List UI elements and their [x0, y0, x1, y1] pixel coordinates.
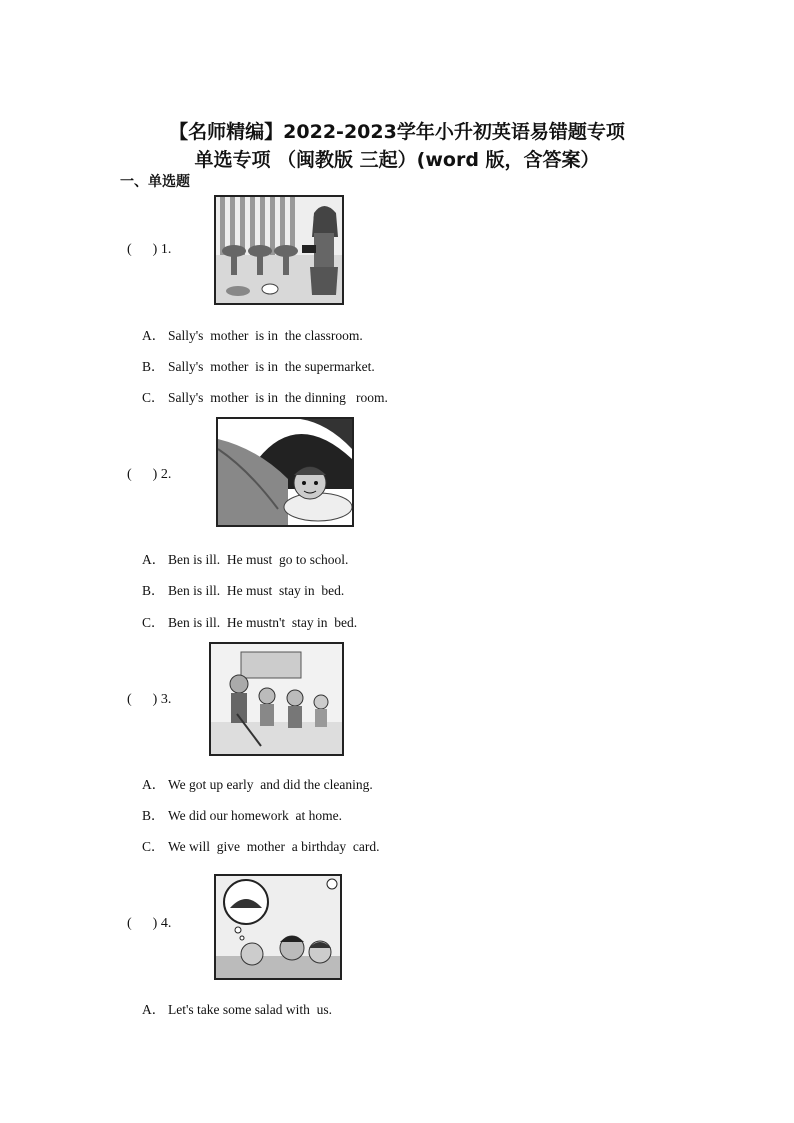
- option-text: Sally's mother is in the dinning room.: [168, 390, 388, 405]
- option-label: B．: [142, 359, 165, 374]
- option-b[interactable]: [142, 355, 375, 375]
- question-number: ( ) 2.: [127, 467, 172, 482]
- option-c[interactable]: [142, 835, 379, 855]
- option-text: Ben is ill. He must go to school.: [168, 552, 349, 567]
- option-label: A．: [142, 552, 166, 567]
- children-thinking-of-picnic-illustration: [216, 876, 340, 978]
- question-number: ( ) 4.: [127, 916, 172, 931]
- question-number: ( ) 3.: [127, 692, 172, 707]
- option-text: We got up early and did the cleaning.: [168, 777, 373, 792]
- option-c[interactable]: [142, 386, 388, 406]
- option-label: A．: [142, 328, 166, 343]
- option-label: B．: [142, 583, 165, 598]
- option-a[interactable]: [142, 324, 363, 344]
- option-label: B．: [142, 808, 165, 823]
- option-c[interactable]: [142, 611, 357, 631]
- option-text: Ben is ill. He must stay in bed.: [168, 583, 345, 598]
- teacher-in-dining-room-illustration: [216, 197, 342, 303]
- question-number: ( ) 1.: [127, 242, 172, 257]
- option-text: We did our homework at home.: [168, 808, 342, 823]
- option-text: We will give mother a birthday card.: [168, 839, 380, 854]
- option-label: C．: [142, 839, 165, 854]
- option-a[interactable]: [142, 773, 373, 793]
- question-4-picture: [214, 874, 342, 980]
- question-3-picture: [209, 642, 344, 756]
- page-title-line2: 单选专项 （闽教版 三起）(word 版，含答案）: [194, 149, 600, 171]
- page-title-line1: 【名师精编】2022-2023学年小升初英语易错题专项: [169, 121, 625, 143]
- section-heading: 一、单选题: [120, 174, 190, 190]
- question-1-picture: [214, 195, 344, 305]
- option-b[interactable]: [142, 579, 344, 599]
- option-text: Ben is ill. He mustn't stay in bed.: [168, 615, 358, 630]
- question-2-picture: [216, 417, 354, 527]
- option-label: C．: [142, 390, 165, 405]
- option-text: Let's take some salad with us.: [168, 1002, 333, 1017]
- option-b[interactable]: [142, 804, 342, 824]
- option-a[interactable]: [142, 998, 332, 1018]
- option-a[interactable]: [142, 548, 348, 568]
- option-text: Sally's mother is in the classroom.: [168, 328, 363, 343]
- option-text: Sally's mother is in the supermarket.: [168, 359, 375, 374]
- family-cleaning-illustration: [211, 644, 342, 754]
- option-label: A．: [142, 1002, 166, 1017]
- option-label: A．: [142, 777, 166, 792]
- sick-boy-in-bed-illustration: [218, 419, 352, 525]
- option-label: C．: [142, 615, 165, 630]
